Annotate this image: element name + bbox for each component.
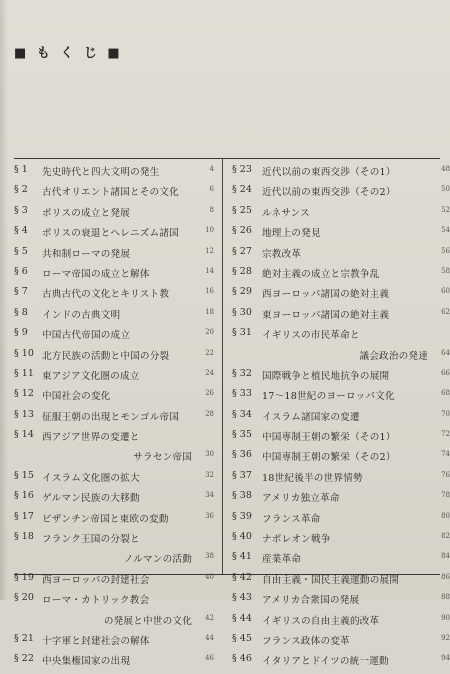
section-number: § 29	[232, 286, 252, 298]
page-number: 36	[205, 511, 214, 520]
page-number: 24	[205, 368, 214, 377]
section-number: § 21	[14, 632, 34, 644]
toc-entry	[232, 265, 450, 286]
section-title: サラセン帝国	[133, 452, 192, 464]
toc-entry	[14, 307, 214, 327]
section-title: イギリスの市民革命と	[262, 330, 360, 342]
page-gutter-shadow	[0, 0, 8, 600]
toc-entry	[232, 551, 450, 571]
page-number: 94	[441, 654, 450, 663]
section-number: § 34	[232, 408, 252, 420]
section-number: § 15	[14, 469, 34, 481]
section-title: 近代以前の東西交渉（その2）	[262, 187, 396, 199]
toc-entry	[14, 164, 214, 184]
toc-entry	[14, 429, 214, 449]
toc-column-right	[232, 164, 450, 674]
toc-entry	[232, 592, 450, 612]
page-number: 84	[441, 552, 450, 561]
toc-entry	[14, 266, 214, 286]
section-title: 十字軍と封建社会の解体	[42, 635, 150, 647]
page-number: 58	[441, 266, 450, 275]
page-number: 44	[205, 633, 214, 642]
page-number: 64	[441, 348, 450, 357]
section-number: § 12	[14, 388, 34, 400]
page-number: 50	[441, 185, 450, 194]
column-divider	[222, 158, 223, 574]
section-title: 中央集権国家の出現	[42, 656, 131, 668]
page-number: 68	[441, 389, 450, 398]
toc-heading: ■ も く じ ■	[14, 46, 123, 61]
section-number: § 2	[14, 184, 28, 196]
section-title: 共和制ローマの発展	[42, 248, 131, 260]
section-title: 地理上の発見	[262, 228, 321, 240]
page-number: 40	[205, 572, 214, 581]
section-number: § 46	[232, 653, 252, 665]
page-number: 82	[441, 532, 450, 541]
section-number: § 7	[14, 286, 28, 298]
section-title: イスラム文化圏の拡大	[42, 472, 140, 484]
section-number: § 36	[232, 449, 252, 461]
toc-entry	[232, 225, 450, 245]
section-title: 宗教改革	[262, 248, 302, 260]
page-number: 42	[205, 613, 214, 622]
toc-entry	[14, 205, 214, 225]
toc-entry	[232, 245, 450, 266]
page-number: 28	[205, 409, 214, 418]
toc-entry	[14, 225, 214, 245]
toc-entry	[14, 368, 214, 388]
section-title: アメリカ独立革命	[262, 493, 340, 505]
section-number: § 25	[232, 204, 252, 216]
page-number: 12	[205, 246, 214, 255]
section-number: § 17	[14, 510, 34, 522]
toc-entry	[14, 286, 214, 306]
section-number: § 43	[232, 592, 252, 604]
page-number: 54	[441, 226, 450, 235]
section-number: § 26	[232, 225, 252, 237]
section-title: 17～18世紀のヨーロッパ文化	[262, 391, 395, 403]
section-title: ローマ帝国の成立と解体	[42, 268, 150, 280]
toc-entry	[232, 327, 444, 347]
section-title: フランク王国の分裂と	[42, 534, 140, 546]
page-number: 20	[205, 328, 214, 337]
toc-entry	[232, 388, 450, 408]
toc-entry	[232, 306, 450, 327]
toc-entry	[14, 184, 214, 204]
section-number: § 39	[232, 510, 252, 522]
toc-entry	[14, 449, 214, 469]
page-number: 74	[441, 450, 450, 459]
page-number: 6	[209, 185, 214, 194]
section-number: § 41	[232, 551, 252, 563]
page-number: 32	[205, 470, 214, 479]
page-number: 80	[441, 511, 450, 520]
page-number: 90	[441, 613, 450, 622]
page-number: 48	[441, 165, 450, 173]
section-title: ポリスの成立と発展	[42, 207, 130, 219]
toc-entry	[232, 653, 450, 673]
section-title: 中国社会の変化	[42, 391, 111, 403]
toc-entry	[232, 164, 450, 184]
toc-entry	[232, 469, 450, 490]
toc-entry	[232, 184, 450, 204]
section-title: 中国古代帝国の成立	[42, 330, 131, 342]
section-number: § 45	[232, 632, 252, 644]
section-title: 西ヨーロッパの封建社会	[42, 574, 150, 586]
section-title: フランス政体の変革	[262, 635, 350, 647]
section-number: § 35	[232, 429, 252, 441]
page-number: 56	[441, 246, 450, 255]
page-number: 30	[205, 450, 214, 459]
toc-column-left	[14, 164, 214, 674]
section-title: インドの古典文明	[42, 309, 121, 321]
section-title: ナポレオン戦争	[262, 534, 331, 546]
toc-entry	[232, 348, 450, 368]
page-number: 34	[205, 491, 214, 500]
section-number: § 8	[14, 306, 28, 318]
section-number: § 3	[14, 204, 28, 216]
section-title: ルネサンス	[262, 207, 310, 219]
toc-entry	[14, 551, 214, 571]
section-number: § 30	[232, 306, 252, 318]
section-number: § 37	[232, 469, 252, 481]
section-number: § 42	[232, 571, 252, 583]
section-title: イギリスの自由主義的改革	[262, 615, 380, 627]
page-number: 60	[441, 287, 450, 296]
section-number: § 10	[14, 347, 34, 359]
toc-entry	[232, 571, 450, 592]
section-title: 東ヨーロッパ諸国の絶対主義	[262, 309, 390, 321]
toc-entry	[232, 204, 450, 225]
toc-entry	[14, 348, 214, 368]
section-title: 議会政治の発達	[359, 350, 428, 362]
toc-entry	[14, 511, 214, 531]
toc-entry	[14, 653, 214, 673]
section-number: § 5	[14, 245, 28, 257]
toc-entry	[232, 449, 450, 469]
section-number: § 4	[14, 225, 28, 237]
section-title: ノルマンの活動	[123, 554, 192, 566]
page-number: 46	[205, 654, 214, 663]
section-title: 絶対主義の成立と宗教争乱	[262, 268, 380, 280]
section-number: § 27	[232, 245, 252, 257]
section-number: § 44	[232, 612, 252, 624]
section-title: フランス革命	[262, 513, 321, 525]
section-title: ゲルマン民族の大移動	[42, 493, 140, 505]
toc-entry	[14, 531, 214, 551]
section-title: イスラム諸国家の変遷	[262, 411, 360, 423]
toc-entry	[14, 572, 214, 592]
section-title: 中国専制王朝の繁栄（その1）	[262, 432, 396, 444]
section-number: § 6	[14, 265, 28, 277]
section-number: § 33	[232, 388, 252, 400]
section-title: 近代以前の東西交渉（その1）	[262, 167, 396, 178]
page-number: 72	[441, 430, 450, 439]
section-number: § 23	[232, 164, 252, 175]
section-title: 18世紀後半の世界情勢	[262, 472, 363, 484]
toc-entry	[14, 246, 214, 266]
toc-entry	[14, 613, 214, 633]
section-title: 征服王朝の出現とモンゴル帝国	[42, 411, 180, 423]
page-number: 86	[441, 572, 450, 581]
page-number: 10	[205, 226, 214, 235]
toc-entry	[232, 408, 450, 429]
page-number: 18	[205, 307, 214, 316]
section-title: 古代オリエント諸国とその文化	[42, 187, 179, 199]
toc-entry	[232, 612, 450, 633]
section-title: 西ヨーロッパ諸国の絶対主義	[262, 289, 390, 301]
section-number: § 24	[232, 184, 252, 196]
toc-entry	[14, 409, 214, 429]
section-number: § 19	[14, 571, 34, 583]
toc-entry	[232, 367, 450, 388]
page-number: 52	[441, 205, 450, 214]
page-number: 70	[441, 409, 450, 418]
toc-entry	[232, 531, 450, 551]
section-title: の発展と中世の文化	[103, 615, 192, 627]
page-number: 4	[209, 165, 214, 173]
section-title: 西アジア世界の変遷と	[42, 432, 140, 444]
page-number: 92	[441, 633, 450, 642]
toc-entry	[14, 388, 214, 408]
section-number: § 31	[232, 327, 252, 339]
section-title: 国際戦争と植民地抗争の展開	[262, 370, 390, 382]
section-number: § 1	[14, 164, 28, 175]
page-number: 62	[441, 307, 450, 316]
section-title: 東アジア文化圏の成立	[42, 370, 140, 382]
section-number: § 18	[14, 531, 34, 543]
page-number: 38	[205, 552, 214, 561]
toc-entry	[14, 633, 214, 653]
section-number: § 32	[232, 367, 252, 379]
section-number: § 22	[14, 653, 34, 665]
section-number: § 11	[14, 367, 34, 379]
section-title: ローマ・カトリック教会	[42, 595, 150, 607]
section-number: § 20	[14, 592, 34, 604]
section-number: § 28	[232, 265, 252, 277]
section-title: 自由主義・国民主義運動の展開	[262, 574, 400, 586]
page-number: 8	[209, 205, 214, 214]
page-number: 22	[205, 348, 214, 357]
toc-entry	[232, 632, 450, 653]
section-title: イタリアとドイツの統一運動	[262, 656, 389, 668]
toc-entry	[14, 470, 214, 490]
section-number: § 16	[14, 490, 34, 502]
section-title: 産業革命	[262, 554, 302, 566]
top-rule	[14, 158, 440, 159]
section-title: 北方民族の活動と中国の分裂	[42, 350, 170, 362]
toc-entry	[14, 327, 214, 347]
section-number: § 14	[14, 429, 34, 441]
section-number: § 40	[232, 531, 252, 543]
page-number: 76	[441, 470, 450, 479]
toc-entry	[14, 592, 214, 612]
page-number: 14	[205, 266, 214, 275]
toc-entry	[232, 490, 450, 510]
toc-entry	[232, 510, 450, 531]
section-title: 古典古代の文化とキリスト教	[42, 289, 170, 301]
page-number: 16	[205, 287, 214, 296]
section-title: アメリカ合衆国の発展	[262, 595, 360, 607]
toc-entry	[232, 286, 450, 306]
page-number: 88	[441, 593, 450, 602]
page-number: 78	[441, 491, 450, 500]
page-number: 26	[205, 389, 214, 398]
section-title: ポリスの衰退とヘレニズム諸国	[42, 228, 179, 240]
section-number: § 13	[14, 408, 34, 420]
section-number: § 9	[14, 327, 28, 339]
page-number: 66	[441, 368, 450, 377]
section-title: 中国専制王朝の繁栄（その2）	[262, 452, 396, 464]
section-title: 先史時代と四大文明の発生	[42, 167, 160, 178]
section-title: ビザンチン帝国と東欧の変動	[42, 513, 169, 525]
section-number: § 38	[232, 490, 252, 502]
toc-entry	[232, 429, 450, 449]
toc-entry	[14, 490, 214, 510]
